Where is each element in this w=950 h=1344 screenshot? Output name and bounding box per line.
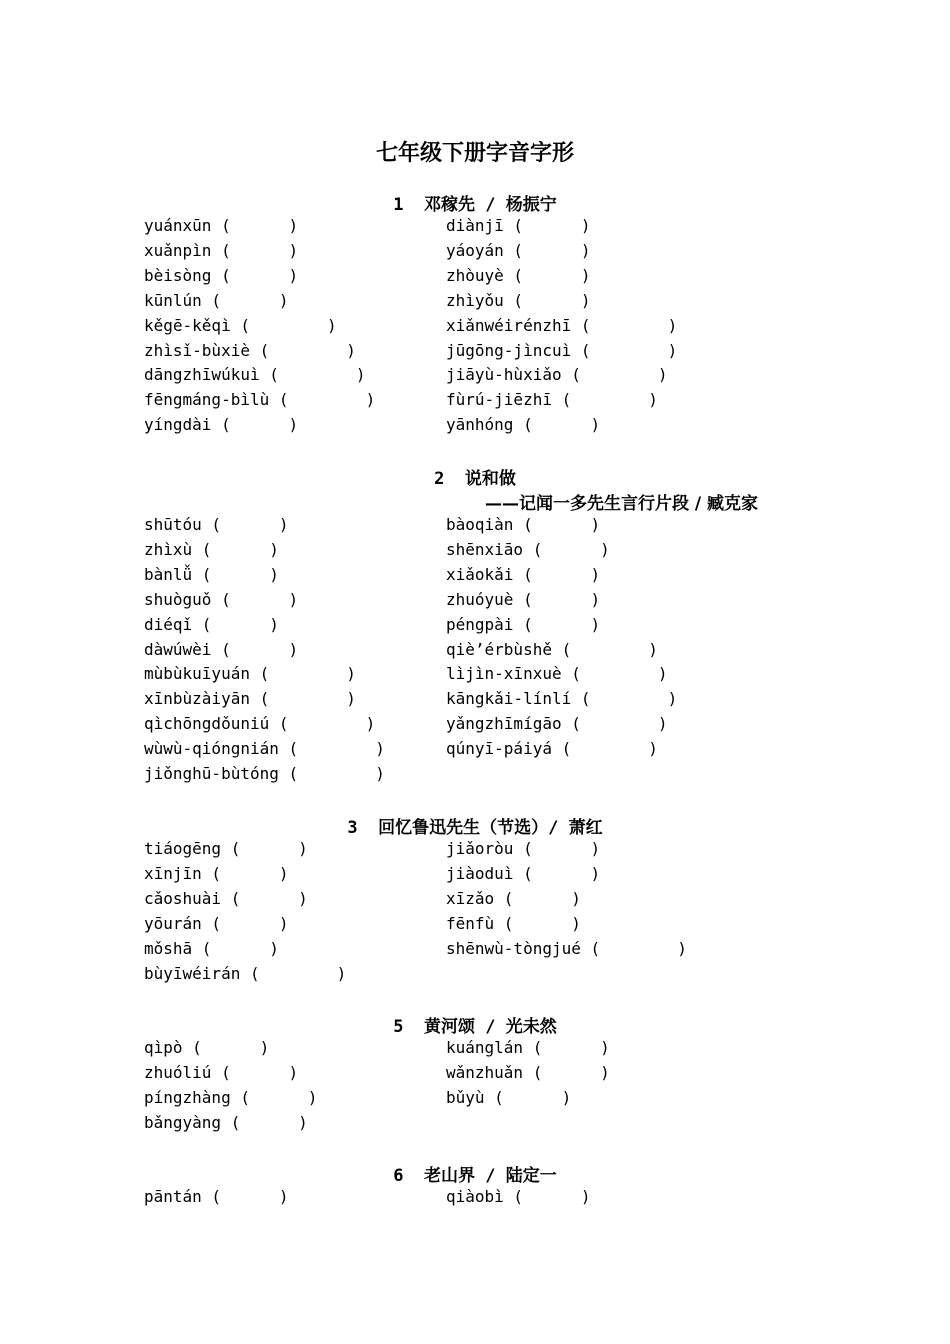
pinyin-entry <box>144 889 308 909</box>
pinyin-text: yōurán <box>144 913 202 933</box>
pinyin-entry <box>144 1187 289 1207</box>
pinyin-text: dàwúwèi <box>144 639 212 659</box>
answer-blank[interactable]: ( ) <box>561 365 668 385</box>
pinyin-text: zhìsǐ-bùxiè <box>144 340 250 360</box>
pinyin-entry <box>144 515 289 535</box>
answer-blank[interactable]: ( ) <box>211 216 299 235</box>
answer-blank[interactable]: ( ) <box>551 639 658 659</box>
pinyin-text: tiáogēng <box>144 839 222 858</box>
pinyin-text: xiǎnwéirénzhī <box>446 315 572 335</box>
pinyin-text: bǎngyàng <box>144 1112 222 1132</box>
answer-blank[interactable]: ( ) <box>580 938 687 958</box>
pinyin-entry <box>144 365 366 385</box>
pinyin-text: jūgōng-jìncuì <box>446 340 572 360</box>
page-title: 七年级下册字音字形 <box>375 141 574 166</box>
answer-blank[interactable]: ( ) <box>192 564 279 584</box>
pinyin-entry <box>446 1063 610 1083</box>
pinyin-text: bàoqiàn <box>446 515 514 534</box>
answer-blank[interactable]: ( ) <box>182 1038 270 1057</box>
pinyin-entry <box>446 615 600 635</box>
answer-blank[interactable]: ( ) <box>259 365 366 385</box>
answer-blank[interactable]: ( ) <box>494 888 581 908</box>
pinyin-entry <box>446 889 581 909</box>
answer-blank[interactable]: ( ) <box>503 290 591 310</box>
pinyin-entry <box>144 1113 308 1133</box>
pinyin-text: zhuóyuè <box>446 589 514 609</box>
answer-blank[interactable]: ( ) <box>513 415 601 435</box>
pinyin-text: yáoyán <box>446 240 504 260</box>
pinyin-entry <box>144 640 298 660</box>
pinyin-entry <box>144 1063 298 1083</box>
answer-blank[interactable]: ( ) <box>211 1062 299 1082</box>
pinyin-entry <box>446 540 610 560</box>
pinyin-text: fùrú-jiēzhī <box>446 390 552 410</box>
pinyin-entry <box>144 764 385 784</box>
answer-blank[interactable]: ( ) <box>230 315 337 335</box>
pinyin-text: bèisòng <box>144 265 212 285</box>
pinyin-entry <box>144 839 308 859</box>
pinyin-text: mùbùkuīyuán <box>144 664 250 684</box>
section-heading: 2 说和做 <box>434 469 516 489</box>
pinyin-text: jiǎoròu <box>446 839 514 858</box>
answer-blank[interactable]: ( ) <box>513 589 601 609</box>
answer-blank[interactable]: ( ) <box>221 1112 308 1132</box>
answer-blank[interactable]: ( ) <box>211 415 299 435</box>
pinyin-text: qúnyī-páiyá <box>446 739 552 759</box>
pinyin-text: dāngzhīwúkuì <box>144 365 260 385</box>
answer-blank[interactable]: ( ) <box>192 539 279 559</box>
pinyin-entry <box>446 565 600 585</box>
pinyin-text: kuánglán <box>446 1038 524 1057</box>
answer-blank[interactable]: ( ) <box>211 589 299 609</box>
answer-blank[interactable]: ( ) <box>523 1062 610 1082</box>
pinyin-text: kěgē-kěqì <box>144 315 231 335</box>
pinyin-entry <box>446 365 668 385</box>
answer-blank[interactable]: ( ) <box>211 265 299 285</box>
pinyin-entry <box>446 939 687 959</box>
pinyin-entry <box>144 1038 269 1058</box>
section-heading: 3 回忆鲁迅先生（节选）/ 萧红 <box>347 818 603 838</box>
pinyin-entry <box>144 964 346 984</box>
pinyin-entry <box>446 1038 610 1058</box>
answer-blank[interactable]: ( ) <box>249 340 356 360</box>
pinyin-entry <box>446 515 600 535</box>
answer-blank[interactable]: ( ) <box>201 515 289 534</box>
pinyin-text: bùyīwéirán <box>144 963 241 983</box>
pinyin-entry <box>446 415 600 435</box>
pinyin-text: kāngkǎi-línlí <box>446 689 572 709</box>
pinyin-entry <box>144 914 289 934</box>
answer-blank[interactable]: ( ) <box>503 240 591 260</box>
pinyin-text: yǎngzhīmígāo <box>446 714 562 734</box>
pinyin-entry <box>144 390 375 410</box>
pinyin-text: qiè’érbùshě <box>446 639 552 659</box>
pinyin-entry <box>144 266 298 286</box>
answer-blank[interactable]: ( ) <box>201 913 289 933</box>
pinyin-text: diéqǐ <box>144 614 193 634</box>
answer-blank[interactable]: ( ) <box>211 639 299 659</box>
section-heading: 5 黄河颂 / 光未然 <box>393 1017 557 1037</box>
pinyin-entry <box>446 640 658 660</box>
pinyin-text: píngzhàng <box>144 1087 231 1107</box>
pinyin-entry <box>446 291 591 311</box>
pinyin-entry <box>144 1088 317 1108</box>
answer-blank[interactable]: ( ) <box>571 315 678 335</box>
answer-blank[interactable]: ( ) <box>561 714 668 734</box>
answer-blank[interactable]: ( ) <box>192 614 279 634</box>
pinyin-text: bànlǚ <box>144 564 193 584</box>
pinyin-text: zhòuyè <box>446 265 504 285</box>
answer-blank[interactable]: ( ) <box>494 913 581 933</box>
answer-blank[interactable]: ( ) <box>513 863 601 883</box>
pinyin-entry <box>446 241 591 261</box>
pinyin-text: wǎnzhuǎn <box>446 1062 524 1082</box>
answer-blank[interactable]: ( ) <box>513 614 601 634</box>
pinyin-text: qìchōngdǒuniú <box>144 714 270 734</box>
pinyin-entry <box>144 216 298 236</box>
answer-blank[interactable]: ( ) <box>561 664 668 684</box>
pinyin-entry <box>446 914 581 934</box>
pinyin-entry <box>144 291 289 311</box>
pinyin-entry <box>144 415 298 435</box>
pinyin-text: cǎoshuài <box>144 888 222 908</box>
pinyin-entry <box>144 615 279 635</box>
answer-blank[interactable]: ( ) <box>551 390 658 410</box>
pinyin-entry <box>144 341 356 361</box>
pinyin-entry <box>144 316 337 336</box>
answer-blank[interactable]: ( ) <box>249 664 356 684</box>
pinyin-entry <box>144 689 356 709</box>
pinyin-text: jiāyù-hùxiǎo <box>446 365 562 385</box>
pinyin-text: jiǒnghū-bùtóng <box>144 764 279 783</box>
pinyin-entry <box>446 1187 591 1207</box>
pinyin-text: diànjī <box>446 216 504 235</box>
answer-blank[interactable]: ( ) <box>192 938 279 958</box>
answer-blank[interactable]: ( ) <box>201 290 289 310</box>
pinyin-text: qìpò <box>144 1038 183 1057</box>
pinyin-entry <box>446 839 600 859</box>
pinyin-text: fēnfù <box>446 913 495 933</box>
answer-blank[interactable]: ( ) <box>484 1087 572 1107</box>
pinyin-text: xuǎnpìn <box>144 240 212 260</box>
pinyin-entry <box>144 664 356 684</box>
pinyin-text: xīnbùzàiyān <box>144 689 250 709</box>
pinyin-entry <box>446 864 600 884</box>
pinyin-text: fēngmáng-bìlù <box>144 390 270 410</box>
answer-blank[interactable]: ( ) <box>201 1187 289 1206</box>
pinyin-entry <box>446 216 591 236</box>
section-heading: 6 老山界 / 陆定一 <box>393 1166 557 1186</box>
pinyin-text: wùwù-qióngnián <box>144 739 279 759</box>
pinyin-entry <box>144 714 375 734</box>
pinyin-text: shēnxiāo <box>446 539 524 559</box>
pinyin-entry <box>144 739 385 759</box>
pinyin-entry <box>446 739 658 759</box>
pinyin-text: péngpài <box>446 614 514 634</box>
pinyin-text: pāntán <box>144 1187 202 1206</box>
answer-blank[interactable]: ( ) <box>211 240 299 260</box>
pinyin-entry <box>446 266 591 286</box>
pinyin-entry <box>446 316 677 336</box>
answer-blank[interactable]: ( ) <box>278 764 385 783</box>
pinyin-text: jiàoduì <box>446 863 514 883</box>
answer-blank[interactable]: ( ) <box>269 714 376 734</box>
answer-blank[interactable]: ( ) <box>221 839 308 858</box>
pinyin-entry <box>446 714 668 734</box>
answer-blank[interactable]: ( ) <box>571 340 678 360</box>
pinyin-text: shuòguǒ <box>144 589 212 609</box>
pinyin-entry <box>144 241 298 261</box>
pinyin-entry <box>144 939 279 959</box>
pinyin-entry <box>446 590 600 610</box>
answer-blank[interactable]: ( ) <box>503 1187 591 1206</box>
pinyin-text: yíngdài <box>144 415 212 435</box>
answer-blank[interactable]: ( ) <box>503 216 591 235</box>
answer-blank[interactable]: ( ) <box>513 839 601 858</box>
answer-blank[interactable]: ( ) <box>269 390 376 410</box>
answer-blank[interactable]: ( ) <box>571 689 678 709</box>
answer-blank[interactable]: ( ) <box>551 739 658 759</box>
pinyin-text: qiàobì <box>446 1187 504 1206</box>
answer-blank[interactable]: ( ) <box>278 739 385 759</box>
pinyin-entry <box>446 341 677 361</box>
pinyin-entry <box>144 590 298 610</box>
pinyin-entry <box>446 664 668 684</box>
pinyin-text: yānhóng <box>446 415 514 435</box>
answer-blank[interactable]: ( ) <box>513 515 601 534</box>
answer-blank[interactable]: ( ) <box>230 1087 318 1107</box>
section-subheading: ——记闻一多先生言行片段 / 臧克家 <box>485 494 759 514</box>
answer-blank[interactable]: ( ) <box>221 888 308 908</box>
pinyin-text: xīnjīn <box>144 863 202 883</box>
pinyin-text: shēnwù-tòngjué <box>446 938 581 958</box>
pinyin-entry <box>144 540 279 560</box>
pinyin-entry <box>144 565 279 585</box>
answer-blank[interactable]: ( ) <box>201 863 289 883</box>
answer-blank[interactable]: ( ) <box>249 689 356 709</box>
pinyin-text: zhuóliú <box>144 1062 212 1082</box>
pinyin-entry <box>144 864 289 884</box>
answer-blank[interactable]: ( ) <box>523 1038 610 1057</box>
answer-blank[interactable]: ( ) <box>240 963 347 983</box>
pinyin-text: kūnlún <box>144 290 202 310</box>
pinyin-entry <box>446 689 677 709</box>
pinyin-text: xiǎokǎi <box>446 564 514 584</box>
answer-blank[interactable]: ( ) <box>513 564 601 584</box>
answer-blank[interactable]: ( ) <box>503 265 591 285</box>
pinyin-text: shūtóu <box>144 515 202 534</box>
pinyin-text: lìjìn-xīnxuè <box>446 664 562 684</box>
section-heading: 1 邓稼先 / 杨振宁 <box>393 195 557 215</box>
pinyin-entry <box>446 1088 571 1108</box>
pinyin-text: mǒshā <box>144 938 193 958</box>
pinyin-text: bǔyù <box>446 1087 485 1107</box>
pinyin-entry <box>446 390 658 410</box>
pinyin-text: zhìyǒu <box>446 290 504 310</box>
pinyin-text: zhìxù <box>144 539 193 559</box>
pinyin-text: yuánxūn <box>144 216 212 235</box>
pinyin-text: xīzǎo <box>446 888 495 908</box>
answer-blank[interactable]: ( ) <box>523 539 610 559</box>
